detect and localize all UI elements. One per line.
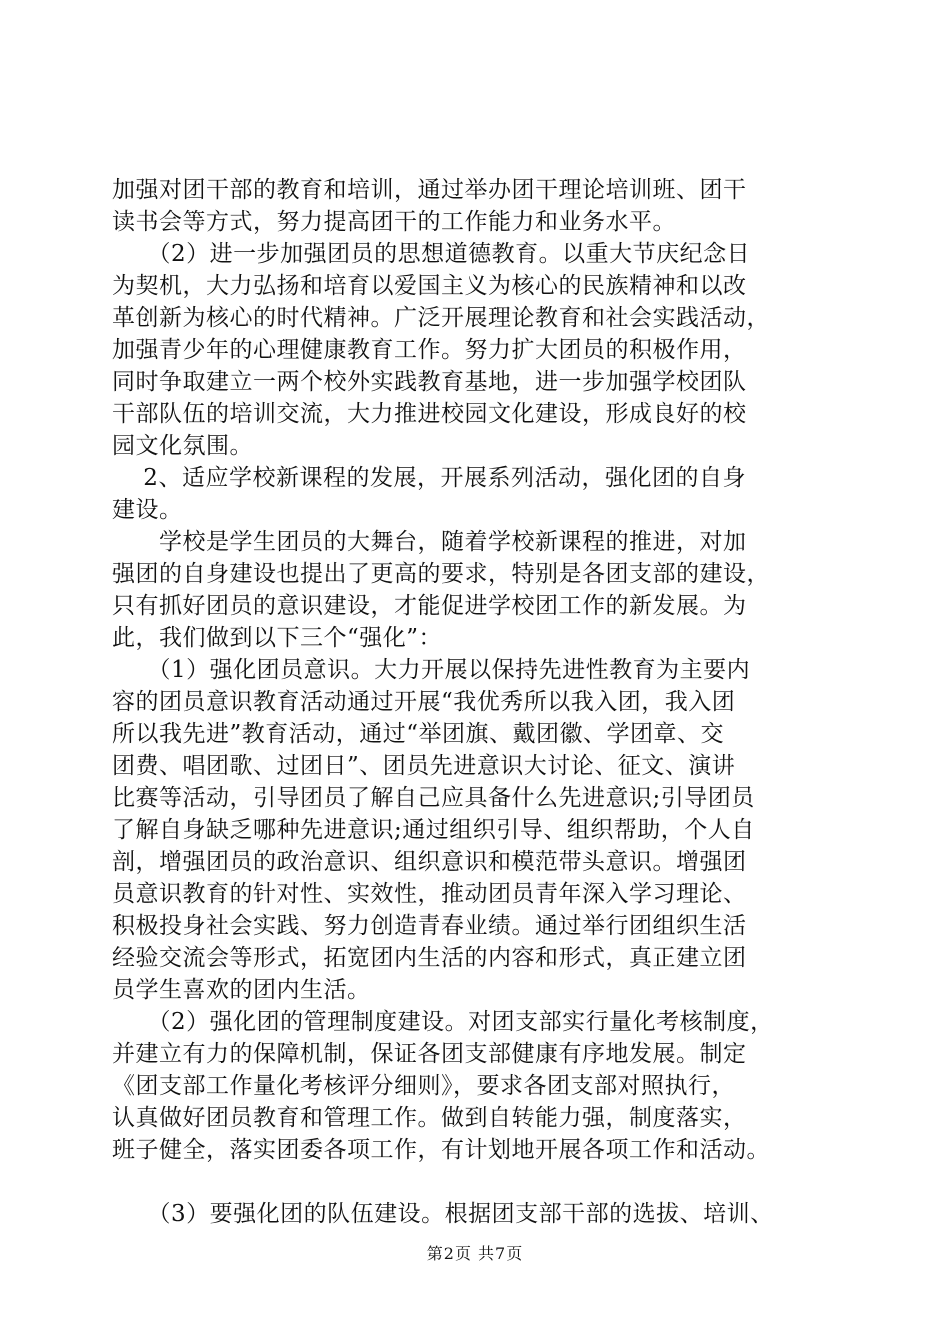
text-line: 了解自身缺乏哪种先进意识;通过组织引导、组织帮助，个人自	[112, 817, 755, 843]
text-line: 2、适应学校新课程的发展，开展系列活动，强化团的自身	[112, 465, 746, 491]
text-line: 加强对团干部的教育和培训，通过举办团干理论培训班、团干	[112, 177, 747, 203]
text-line: 建设。	[112, 497, 183, 523]
text-line: 干部队伍的培训交流，大力推进校园文化建设，形成良好的校	[112, 401, 747, 427]
text-line: 园文化氛围。	[112, 433, 253, 459]
text-line: 革创新为核心的时代精神。广泛开展理论教育和社会实践活动，	[112, 305, 770, 331]
text-line: （2）进一步加强团员的思想道德教育。以重大节庆纪念日	[112, 241, 751, 267]
text-line: 学校是学生团员的大舞台，随着学校新课程的推进，对加	[112, 529, 747, 555]
text-line: 此，我们做到以下三个“强化”：	[112, 625, 443, 651]
text-line: 同时争取建立一两个校外实践教育基地，进一步加强学校团队	[112, 369, 747, 395]
text-line: 比赛等活动，引导团员了解自己应具备什么先进意识;引导团员	[112, 785, 755, 811]
text-line: （1）强化团员意识。大力开展以保持先进性教育为主要内	[112, 657, 751, 683]
text-line: 强团的自身建设也提出了更高的要求，特别是各团支部的建设，	[112, 561, 770, 587]
text-line: 认真做好团员教育和管理工作。做到自转能力强，制度落实，	[112, 1105, 747, 1131]
text-line: 班子健全，落实团委各项工作，有计划地开展各项工作和活动。	[112, 1137, 770, 1163]
page-number-footer: 第2页 共7页	[426, 1244, 524, 1263]
text-line: 员学生喜欢的团内生活。	[112, 977, 371, 1003]
text-line: （2）强化团的管理制度建设。对团支部实行量化考核制度，	[112, 1009, 774, 1035]
text-line: 只有抓好团员的意识建设，才能促进学校团工作的新发展。为	[112, 593, 747, 619]
text-line: 员意识教育的针对性、实效性，推动团员青年深入学习理论、	[112, 881, 747, 907]
text-line: 加强青少年的心理健康教育工作。努力扩大团员的积极作用，	[112, 337, 747, 363]
text-line: 容的团员意识教育活动通过开展“我优秀所以我入团，我入团	[112, 689, 736, 715]
text-line: 并建立有力的保障机制，保证各团支部健康有序地发展。制定	[112, 1041, 747, 1067]
text-line: （3）要强化团的队伍建设。根据团支部干部的选拔、培训、	[112, 1201, 774, 1227]
text-line: 读书会等方式，努力提高团干的工作能力和业务水平。	[112, 209, 676, 235]
text-line: 积极投身社会实践、努力创造青春业绩。通过举行团组织生活	[112, 913, 747, 939]
text-line: 经验交流会等形式，拓宽团内生活的内容和形式，真正建立团	[112, 945, 747, 971]
text-line: 剖，增强团员的政治意识、组织意识和模范带头意识。增强团	[112, 849, 747, 875]
paragraph-gap	[112, 1166, 847, 1198]
text-line: 团费、唱团歌、过团日”、团员先进意识大讨论、征文、演讲	[112, 753, 736, 779]
body-text	[112, 174, 847, 1230]
text-line: 所以我先进”教育活动，通过“举团旗、戴团徽、学团章、交	[112, 721, 725, 747]
text-line: 为契机，大力弘扬和培育以爱国主义为核心的民族精神和以改	[112, 273, 747, 299]
text-line: 《团支部工作量化考核评分细则》，要求各团支部对照执行，	[112, 1073, 735, 1099]
